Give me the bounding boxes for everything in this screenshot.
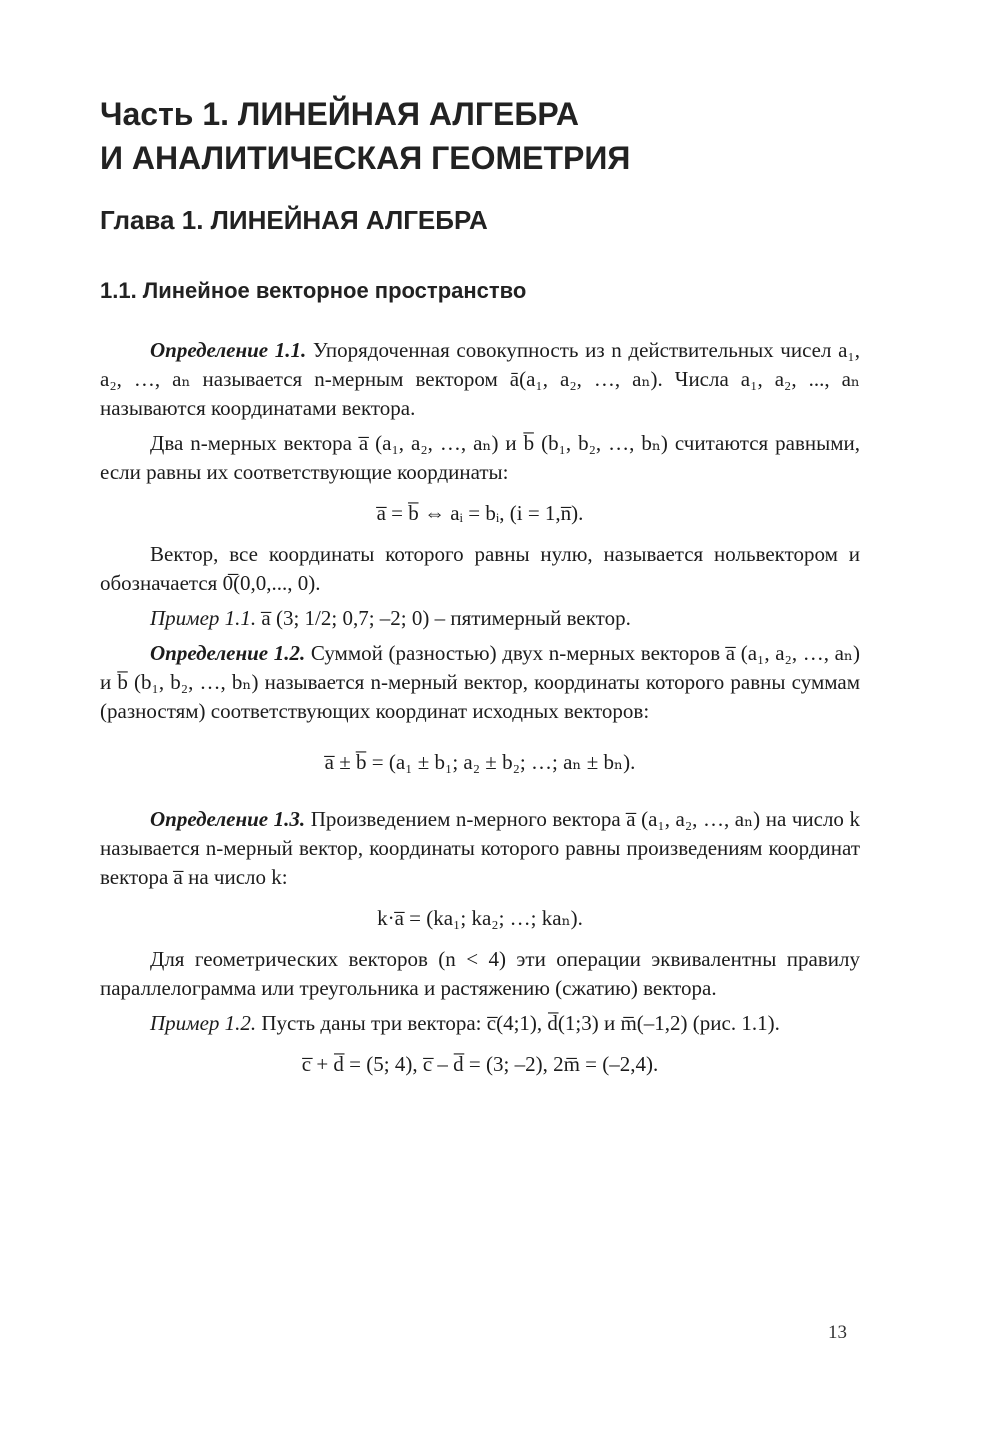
definition-text: Упорядоченная совокупность из n действительных чисел a₁, a₂, …, aₙ называется n-мерным вектором ā(a₁, a₂, …, aₙ). Числа a₁, a₂, ..., aₙ называются координатами вектора.: [100, 338, 860, 420]
definition-term: Определение 1.3.: [150, 807, 306, 831]
example-text: Пусть даны три вектора: c̅(4;1), d̅(1;3) и m̅(–1,2) (рис. 1.1).: [256, 1011, 780, 1035]
section-title: 1.1. Линейное векторное пространство: [100, 278, 527, 303]
paragraph-geometric-vectors: Для геометрических векторов (n < 4) эти операции эквивалентны правилу параллелограмма или треугольника и растяжению (сжатию) вектора.: [100, 947, 860, 1000]
part-title-line-2: И АНАЛИТИЧЕСКАЯ ГЕОМЕТРИЯ: [100, 140, 631, 176]
formula-equality: a̅ = b̅ ⇔ aᵢ = bᵢ, (i = 1,n̅).: [376, 501, 584, 525]
formula-example-2: c̅ + d̅ = (5; 4), c̅ – d̅ = (3; –2), 2m̅ = (–2,4).: [301, 1052, 659, 1076]
paragraph-equal-vectors: Два n-мерных вектора a̅ (a₁, a₂, …, aₙ) и b̅ (b₁, b₂, …, bₙ) считаются равными, если равны их соответствующие координаты:: [100, 431, 860, 484]
body-text: [100, 336, 860, 1091]
definition-term: Определение 1.1.: [150, 338, 307, 362]
part-title: [100, 92, 900, 180]
example-label: Пример 1.2.: [150, 1011, 257, 1035]
definition-1-3: [100, 805, 860, 892]
definition-term: Определение 1.2.: [150, 641, 306, 665]
definition-text: Суммой (разностью) двух n-мерных векторов a̅ (a₁, a₂, …, aₙ) и b̅ (b₁, b₂, …, bₙ) называется n-мерный вектор, координаты которого равны суммам (разностям) соответствующих координат исходных векторов:: [100, 641, 860, 723]
definition-text: Произведением n-мерного вектора a̅ (a₁, a₂, …, aₙ) на число k называется n-мерный вектор, координаты которого равны произведениям координат вектора a̅ на число k:: [100, 807, 860, 889]
formula-multiplication: k·a̅ = (ka₁; ka₂; …; kaₙ).: [377, 906, 583, 930]
definition-1-2: [100, 639, 860, 726]
paragraph-null-vector: Вектор, все координаты которого равны нулю, называется нольвектором и обозначается 0̅(0,0,..., 0).: [100, 542, 860, 595]
example-text: a̅ (3; 1/2; 0,7; –2; 0) – пятимерный вектор.: [256, 606, 631, 630]
page-number: 13: [828, 1322, 847, 1343]
example-1-2: [100, 1009, 860, 1038]
example-label: Пример 1.1.: [150, 606, 257, 630]
example-1-1: [100, 604, 860, 633]
definition-1-1: [100, 336, 860, 423]
part-title-line-1: Часть 1. ЛИНЕЙНАЯ АЛГЕБРА: [100, 96, 579, 132]
chapter-title: Глава 1. ЛИНЕЙНАЯ АЛГЕБРА: [100, 205, 488, 235]
formula-sum: a̅ ± b̅ = (a₁ ± b₁; a₂ ± b₂; …; aₙ ± bₙ).: [324, 750, 636, 774]
